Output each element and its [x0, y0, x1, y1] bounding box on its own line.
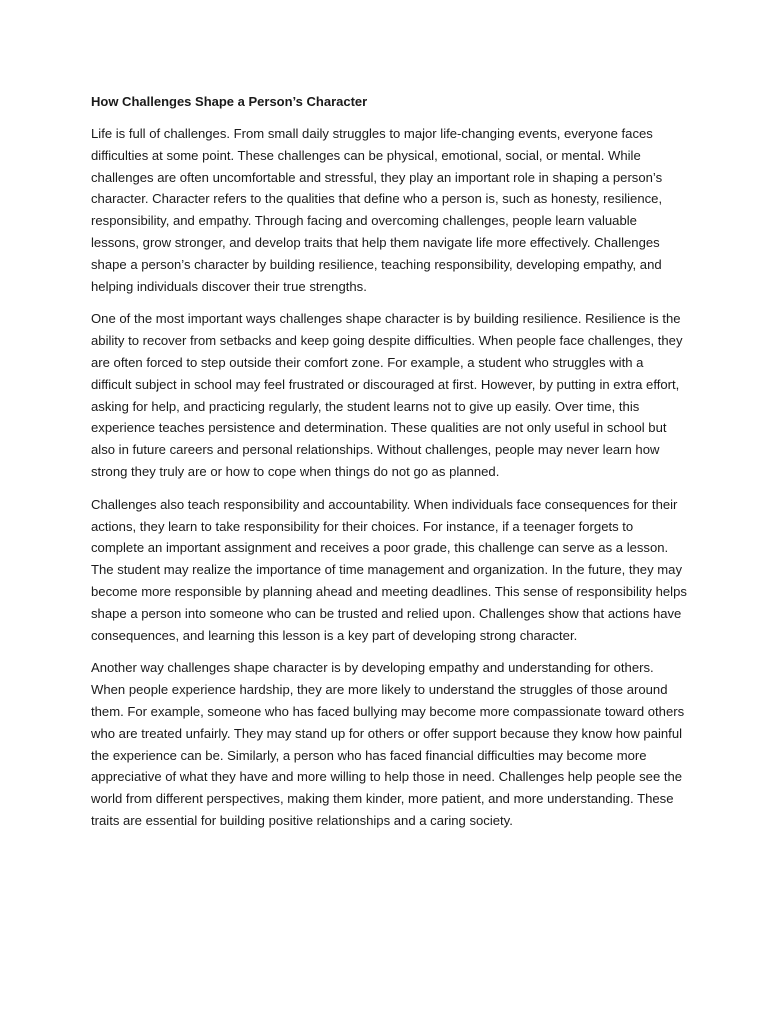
paragraph-responsibility: Challenges also teach responsibility and accountability. When individuals face consequences for their actions, they learn to take responsibility for their choices. For instance, if a teenager forgets to complete an important assignment and receives a poor grade, this challenge can serve as a lesson. The student may realize the importance of time management and organization. In the future, they may become more responsible by planning ahead and meeting deadlines. This sense of responsibility helps shape a person into someone who can be trusted and relied upon. Challenges show that actions have consequences, and learning this lesson is a key part of developing strong character.: [91, 496, 687, 643]
paragraph-empathy: Another way challenges shape character is by developing empathy and understanding for others. When people experience hardship, they are more likely to understand the struggles of those around them. For example, someone who has faced bullying may become more compassionate toward others who are treated unfairly. They may stand up for others or offer support because they know how painful the experience can be. Similarly, a person who has faced financial difficulties may become more appreciative of what they have and more willing to help those in need. Challenges help people see the world from different perspectives, making them kinder, more patient, and more understanding. These traits are essential for building positive relationships and a caring society.: [91, 660, 685, 828]
document-title: How Challenges Shape a Person’s Character: [91, 94, 368, 109]
paragraph-intro: Life is full of challenges. From small daily struggles to major life-changing events, everyone faces difficulties at some point. These challenges can be physical, emotional, social, or mental. While challenges are often uncomfortable and stressful, they play an important role in shaping a person’s character. Character refers to the qualities that define who a person is, such as honesty, resilience, responsibility, and empathy. Through facing and overcoming challenges, people learn valuable lessons, grow stronger, and develop traits that help them navigate life more effectively. Challenges shape a person’s character by building resilience, teaching responsibility, developing empathy, and helping individuals discover their true strengths.: [91, 126, 663, 294]
paragraph-resilience: One of the most important ways challenges shape character is by building resilience. Resilience is the ability to recover from setbacks and keep going despite difficulties. When people face challenges, they are often forced to step outside their comfort zone. For example, a student who struggles with a difficult subject in school may feel frustrated or discouraged at first. However, by putting in extra effort, asking for help, and practicing regularly, the student learns not to give up easily. Over time, this experience teaches persistence and determination. These qualities are not only useful in school but also in future careers and personal relationships. Without challenges, people may never learn how strong they truly are or how to cope when things do not go as planned.: [91, 311, 683, 479]
document-body: [91, 93, 687, 843]
